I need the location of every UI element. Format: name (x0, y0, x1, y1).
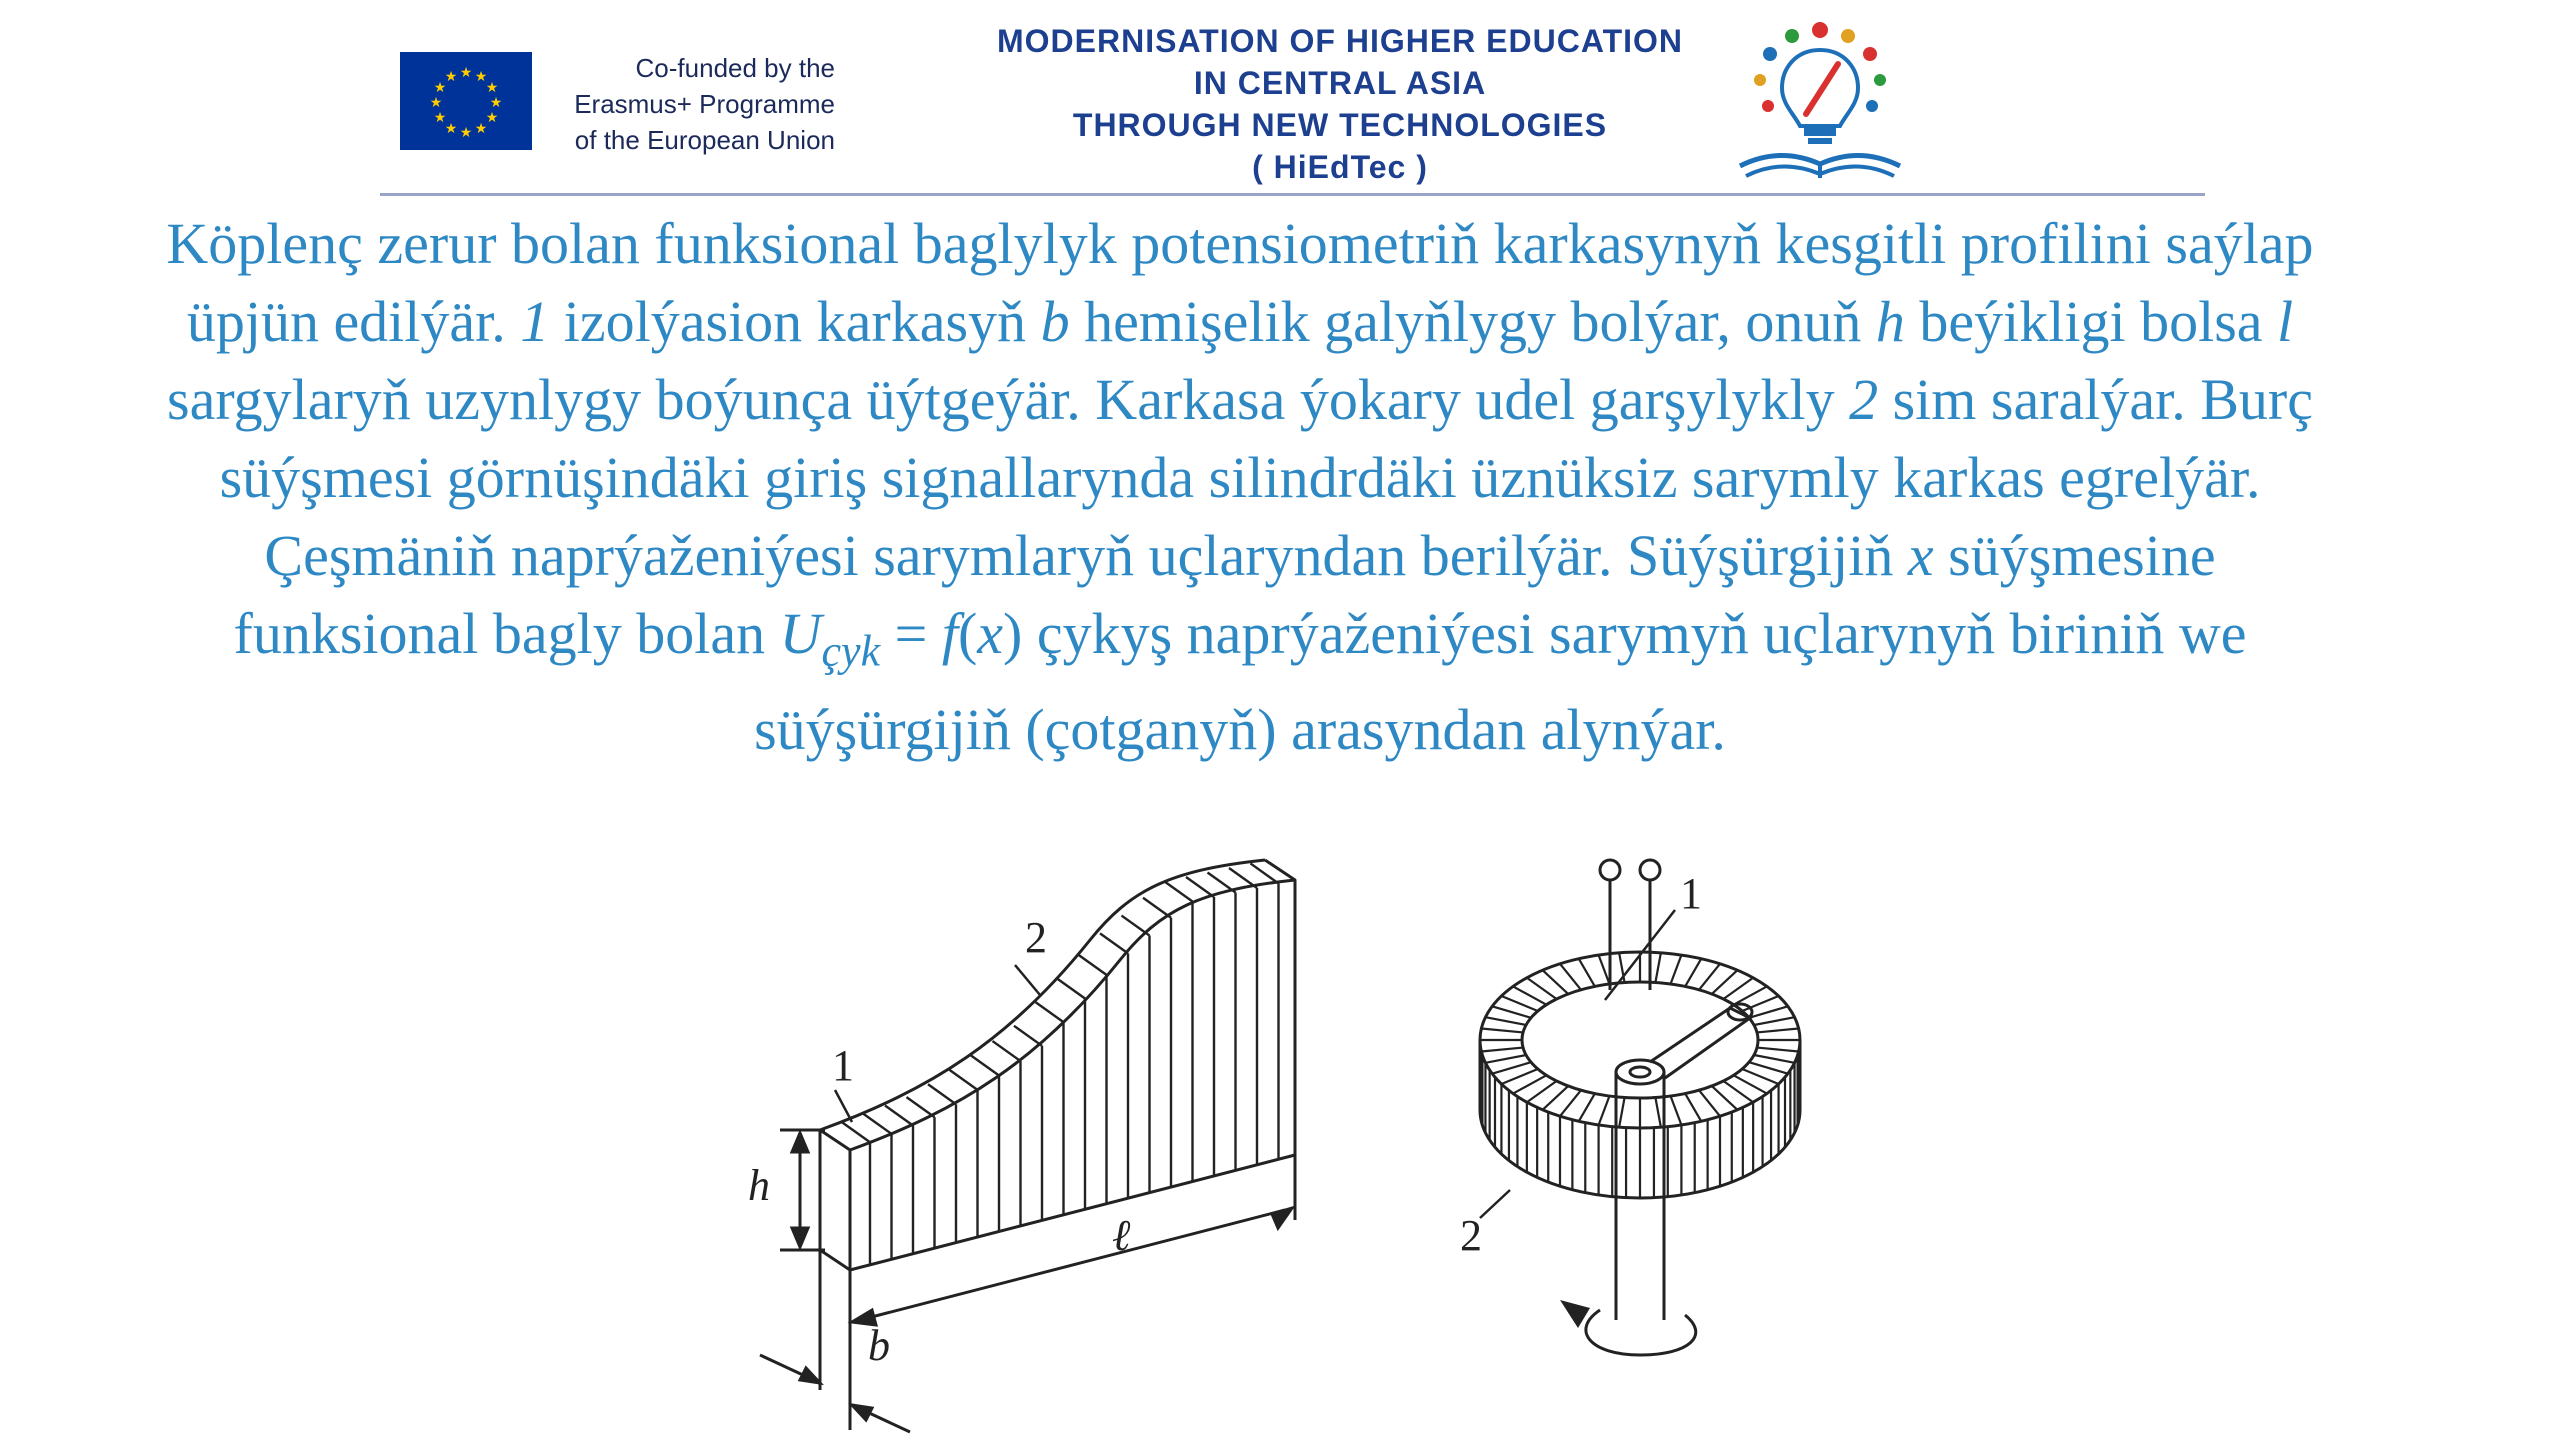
ring-winding-turn (1655, 1098, 1660, 1128)
ring-winding-turn (1699, 964, 1720, 990)
ring-winding-turn (1757, 1048, 1799, 1052)
ring-winding-turn (1485, 1017, 1526, 1025)
text-run: süýşmesine (1933, 523, 2216, 588)
ring-potentiometer-diagram (1460, 840, 1820, 1390)
header-divider (380, 193, 2205, 196)
ring-winding-turn (1599, 955, 1610, 984)
ring-winding-turn (1699, 1090, 1720, 1116)
text-run: 1 (520, 289, 550, 354)
eu-star-icon: ★ (474, 70, 488, 86)
text-run: süýşürgijiň (çotganyň) arasyndan alynýar. (754, 696, 1726, 762)
ring-winding-turn (1685, 1094, 1701, 1122)
label-height-h: h (748, 1161, 770, 1210)
ring-winding-turn (1749, 1062, 1788, 1073)
winding-turn (885, 1106, 913, 1126)
text-run: üpjün edilýär. (186, 289, 521, 354)
text-line (20, 595, 2460, 691)
ring-winding-turn (1685, 959, 1701, 987)
text-run: beýikligi bolsa (1904, 289, 2278, 354)
ring-winding-turn (1492, 1006, 1531, 1017)
project-title-line: ( HiEdTec ) (1252, 149, 1428, 185)
winding-turn (1229, 868, 1257, 888)
ring-winding-turn (1671, 1096, 1682, 1125)
eu-star-icon: ★ (459, 126, 473, 141)
ring-winding-turn (1560, 1090, 1581, 1116)
eu-star-icon: ★ (485, 111, 499, 126)
winding-turn (1122, 916, 1150, 936)
text-line (20, 283, 2460, 361)
winding-turn (1100, 933, 1128, 953)
text-run: x (1907, 523, 1934, 588)
text-run: U (779, 601, 822, 666)
eu-star-icon: ★ (485, 81, 499, 96)
winding-turn (1186, 877, 1214, 897)
eu-star-icon: ★ (444, 121, 458, 137)
text-line (20, 205, 2460, 283)
text-run: sargylaryň uzynlygy boýunça üýtgeýär. Karkasa ýokary udel garşylykly (167, 367, 1850, 432)
text-line (20, 361, 2460, 439)
eu-funding-line: of the European Union (574, 125, 835, 155)
ring-winding-turn (1749, 1006, 1788, 1017)
text-run: süýşmesi görnüşindäki giriş signallarynda silindrdäki üznüksiz sarymly karkas egrelýär. (219, 445, 2261, 510)
eu-star-icon: ★ (459, 66, 473, 81)
text-run: ( (957, 601, 978, 666)
ring-winding-turn (1671, 955, 1682, 984)
eu-funding-line: Erasmus+ Programme (574, 89, 835, 119)
ring-winding-turn (1754, 1017, 1795, 1025)
label-frame-1: 1 (1680, 869, 1702, 918)
winding-turn (971, 1055, 999, 1075)
text-run: izolýasion karkasyň (549, 289, 1041, 354)
header (0, 0, 2560, 200)
winding-turn (907, 1097, 935, 1117)
project-title (870, 20, 1810, 188)
winding-turn (1208, 872, 1236, 892)
ring-winding-turn (1481, 1029, 1523, 1033)
winding-turn (950, 1070, 978, 1090)
label-thickness-b: b (868, 1321, 890, 1370)
project-title-line: THROUGH NEW TECHNOLOGIES (1072, 107, 1608, 143)
ring-winding-turn (1599, 1096, 1610, 1125)
label-frame-1: 1 (832, 1041, 854, 1090)
ring-winding-turn (1579, 959, 1595, 987)
text-run: h (1875, 289, 1905, 354)
text-run: b (1040, 289, 1070, 354)
label-length-l: ℓ (1112, 1211, 1131, 1260)
eu-star-icon: ★ (433, 111, 447, 126)
text-run: Çeşmäniň naprýaženiýesi sarymlaryň uçlaryndan berilýär. Süýşürgijiň (264, 523, 1908, 588)
eu-funding-text (520, 50, 835, 158)
text-run: Köplenç zerur bolan funksional baglylyk potensiometriň karkasynyň kesgitli profilini saýlap (166, 211, 2314, 276)
winding-turn (864, 1114, 892, 1134)
ring-winding-turn (1485, 1055, 1526, 1063)
winding-turn (1014, 1026, 1042, 1046)
text-run: 2 (1849, 367, 1879, 432)
ring-winding-turn (1757, 1029, 1799, 1033)
winding-turn (1057, 979, 1085, 999)
text-run: çyk (821, 626, 881, 676)
eu-star-icon: ★ (433, 81, 447, 96)
eu-flag-logo (400, 52, 532, 150)
winding-turn (928, 1084, 956, 1104)
eu-star-icon: ★ (429, 96, 443, 111)
ring-winding-turn (1492, 1062, 1531, 1073)
text-run: l (2277, 289, 2294, 354)
text-run: ) (1003, 601, 1023, 666)
text-run: x (977, 601, 1004, 666)
winding-turn (993, 1041, 1021, 1061)
text-line (20, 691, 2460, 769)
winding-turn (842, 1122, 870, 1142)
project-title-line: MODERNISATION OF HIGHER EDUCATION (996, 23, 1684, 59)
description-text (20, 205, 2460, 769)
ring-winding-turn (1655, 953, 1660, 983)
eu-funding-line: Co-funded by the (635, 53, 835, 83)
winding-turn (1079, 955, 1107, 975)
text-run: = (880, 601, 942, 666)
text-line (20, 517, 2460, 595)
label-wire-2: 2 (1460, 1211, 1482, 1260)
hiedtec-logo (1720, 18, 1920, 188)
eu-star-icon: ★ (489, 96, 503, 111)
label-wire-2: 2 (1025, 913, 1047, 962)
text-line (20, 439, 2460, 517)
ring-winding-turn (1560, 964, 1581, 990)
eu-star-icon: ★ (474, 121, 488, 137)
winding-turn (1036, 1002, 1064, 1022)
wedge-frame-potentiometer-diagram (740, 790, 1430, 1440)
ring-winding-turn (1619, 1098, 1624, 1128)
ring-winding-turn (1754, 1055, 1795, 1063)
project-title-line: IN CENTRAL ASIA (1193, 65, 1487, 101)
winding-turn (1143, 898, 1171, 918)
text-run: hemişelik galyňlygy bolýar, onuň (1069, 289, 1876, 354)
text-run: f (941, 601, 958, 666)
text-run: sim saralýar. Burç (1878, 367, 2313, 432)
winding-turn (1165, 881, 1193, 901)
text-run: çykyş naprýaženiýesi sarymyň uçlarynyň biriniň we (1022, 601, 2247, 666)
text-run: funksional bagly bolan (233, 601, 780, 666)
ring-winding-turn (1579, 1094, 1595, 1122)
eu-star-icon: ★ (444, 70, 458, 86)
ring-winding-turn (1481, 1048, 1523, 1052)
